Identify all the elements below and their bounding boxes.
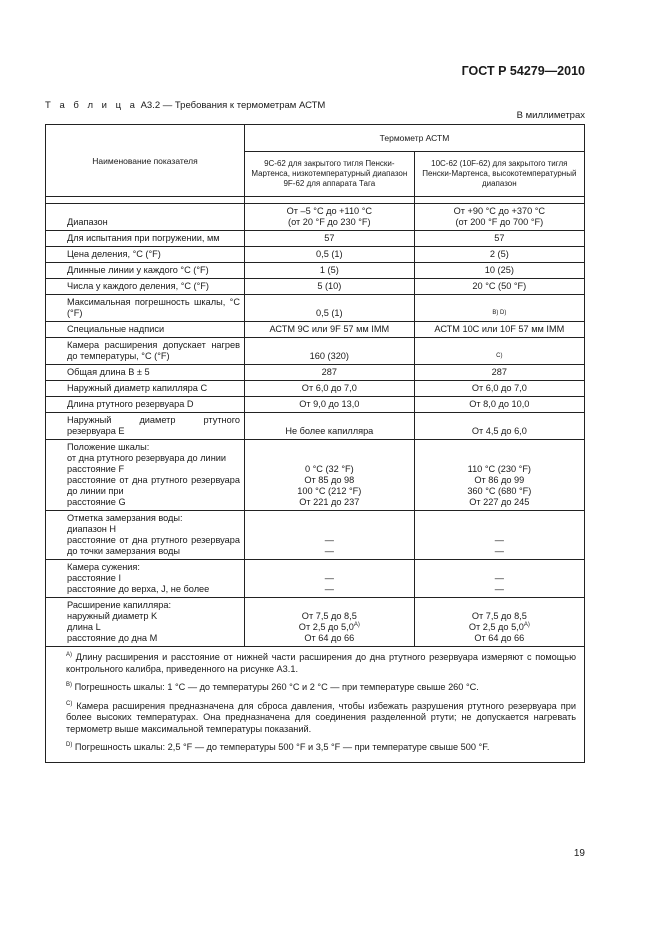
value-line: От 64 до 66 — [304, 633, 355, 643]
value-line: 57 — [494, 233, 505, 243]
value-cell-v1 — [244, 247, 414, 263]
row-name-cell — [46, 231, 245, 247]
value-cell-v2 — [414, 322, 584, 338]
table-row — [46, 279, 585, 295]
table-caption-text: А3.2 — Требования к термометрам АСТМ — [140, 100, 326, 111]
footnote-marks: B) D) — [492, 310, 507, 316]
value-line: 287 — [491, 367, 507, 377]
row-name-cell — [46, 365, 245, 381]
value-cell-v1 — [244, 381, 414, 397]
thermometer-requirements-table — [45, 124, 585, 763]
row-name-cell — [46, 295, 245, 322]
value-cell-v1 — [244, 204, 414, 231]
row-name-cell — [46, 413, 245, 440]
value-cell-v2 — [414, 338, 584, 365]
row-name-line: Числа у каждого деления, °С (°F) — [67, 281, 209, 291]
value-cell-v1 — [244, 295, 414, 322]
value-line: — — [494, 546, 504, 556]
table-row — [46, 598, 585, 647]
row-name-line: расстояние F — [67, 464, 125, 474]
table-row — [46, 381, 585, 397]
value-cell-v2 — [414, 204, 584, 231]
value-line: 287 — [321, 367, 337, 377]
footnote — [66, 652, 576, 675]
table-caption-prefix: Т а б л и ц а — [45, 100, 138, 111]
row-name-line: длина L — [67, 622, 101, 632]
value-line: От 86 до 99 — [474, 475, 525, 485]
row-name-line: Камера расширения допускает нагрев до температуры, °С (°F) — [67, 340, 240, 361]
value-line: От –5 °С до +110 °С — [286, 206, 373, 216]
table-row — [46, 247, 585, 263]
value-line: От +90 °С до +370 °С — [453, 206, 546, 216]
value-cell-v1 — [244, 322, 414, 338]
row-name-cell — [46, 279, 245, 295]
footnotes-row — [46, 647, 585, 763]
value-cell-v2 — [414, 511, 584, 560]
value-line: 0,5 (1) — [316, 308, 343, 318]
document-standard-id: ГОСТ Р 54279—2010 — [461, 64, 585, 78]
value-line: Не более капилляра — [285, 426, 374, 436]
row-name-line: Максимальная погрешность шкалы, °С (°F) — [67, 297, 240, 318]
row-name-line: Расширение капилляра: — [67, 600, 172, 610]
value-line: 2 (5) — [489, 249, 509, 259]
row-name-line: Длина ртутного резервуара D — [67, 399, 194, 409]
value-cell-v2 — [414, 397, 584, 413]
footnote-mark-a: A) — [353, 621, 360, 628]
footnote — [66, 701, 576, 736]
value-line: 20 °С (50 °F) — [472, 281, 527, 291]
value-line: От 9,0 до 13,0 — [299, 399, 360, 409]
row-name-line: Для испытания при погружении, мм — [67, 233, 220, 243]
value-cell-v1 — [244, 231, 414, 247]
value-line: — — [324, 584, 334, 594]
page-number: 19 — [573, 848, 585, 859]
value-line: От 85 до 98 — [304, 475, 355, 485]
footnotes-cell — [46, 647, 585, 763]
value-line-with-mark — [419, 622, 580, 633]
row-name-line: Наружный диаметр капилляра C — [67, 383, 208, 393]
separator-cell — [414, 197, 584, 204]
value-cell-v1 — [244, 511, 414, 560]
value-cell-v2 — [414, 263, 584, 279]
value-line: (от 20 °F до 230 °F) — [288, 217, 371, 227]
value-cell-v1 — [244, 263, 414, 279]
value-cell-v2 — [414, 440, 584, 511]
value-cell-v2 — [414, 247, 584, 263]
value-cell-v2 — [414, 413, 584, 440]
row-name-cell — [46, 598, 245, 647]
row-name-line: расстояние I — [67, 573, 122, 583]
value-line: От 227 до 245 — [469, 497, 530, 507]
table-row — [46, 397, 585, 413]
value-line: 0 °С (32 °F) — [304, 464, 354, 474]
row-name-cell — [46, 322, 245, 338]
value-line: От 8,0 до 10,0 — [469, 399, 530, 409]
footnote-mark: D) — [66, 741, 73, 748]
row-name-line: расстояние от дна ртутного резервуара до точки замерзания воды — [67, 535, 240, 556]
value-cell-v2 — [414, 381, 584, 397]
footnote — [66, 742, 576, 754]
value-line: АСТМ 9С или 9F 57 мм IMM — [269, 324, 390, 334]
value-line: 360 °С (680 °F) — [467, 486, 532, 496]
row-name-cell — [46, 397, 245, 413]
footnote-mark: C) — [66, 700, 73, 707]
table-row — [46, 511, 585, 560]
header-separator-row — [46, 197, 585, 204]
table-row — [46, 231, 585, 247]
value-line: — — [494, 535, 504, 545]
value-cell-v2 — [414, 560, 584, 598]
row-name-line: расстояние до верха, J, не более — [67, 584, 210, 594]
value-cell-v2 — [414, 598, 584, 647]
value-line: От 7,5 до 8,5 — [471, 611, 527, 621]
value-cell-v2 — [414, 295, 584, 322]
header-group: Термометр АСТМ — [244, 125, 584, 152]
table-row — [46, 365, 585, 381]
row-name-line: расстояние G — [67, 497, 126, 507]
value-cell-v2 — [414, 279, 584, 295]
table-row — [46, 413, 585, 440]
value-line: (от 200 °F до 700 °F) — [455, 217, 544, 227]
separator-cell — [244, 197, 414, 204]
value-line-with-mark — [249, 622, 410, 633]
table-row — [46, 295, 585, 322]
row-name-line: Камера сужения: — [67, 562, 140, 572]
footnote-mark-a: A) — [523, 621, 530, 628]
value-line: 10 (25) — [484, 265, 514, 275]
table-row — [46, 560, 585, 598]
row-name-line: Длинные линии у каждого °С (°F) — [67, 265, 209, 275]
footnote-mark: B) — [66, 681, 72, 688]
value-line: 110 °С (230 °F) — [467, 464, 531, 474]
value-line: От 221 до 237 — [299, 497, 360, 507]
value-line: От 7,5 до 8,5 — [301, 611, 357, 621]
value-line: 57 — [324, 233, 335, 243]
row-name-cell — [46, 263, 245, 279]
row-name-line: от дна ртутного резервуара до линии — [67, 453, 227, 463]
table-row — [46, 322, 585, 338]
header-col-9c62: 9С-62 для закрытого тигля Пенски-Мартенса, низкотемпературный диапазон 9F-62 для аппарата Тага — [244, 152, 414, 197]
footnote-text: Камера расширения предназначена для сброса давления, чтобы избежать разрушения ртутного резервуара при более высоких температурах. Она предназначена для соединения разделенной ртути; не допускается нагревать термометр выше максимальной температуры показаний. — [66, 700, 576, 734]
row-name-line: Положение шкалы: — [67, 442, 150, 452]
value-cell-v2 — [414, 231, 584, 247]
row-name-cell — [46, 440, 245, 511]
row-name-cell — [46, 560, 245, 598]
row-name-line: Общая длина B ± 5 — [67, 367, 150, 377]
separator-cell — [46, 197, 245, 204]
value-cell-v1 — [244, 279, 414, 295]
value-cell-v1 — [244, 365, 414, 381]
value-line: — — [494, 584, 504, 594]
row-name-cell — [46, 204, 245, 231]
row-name-cell — [46, 381, 245, 397]
value-line: От 2,5 до 5,0 — [298, 622, 354, 632]
value-line: 5 (10) — [317, 281, 342, 291]
header-name-column: Наименование показателя — [46, 125, 245, 197]
row-name-cell — [46, 338, 245, 365]
table-body — [46, 125, 585, 763]
value-cell-v1 — [244, 397, 414, 413]
footnote-text: Погрешность шкалы: 1 °С — до температуры 260 °С и 2 °С — при температуре свыше 260 °С. — [74, 682, 479, 692]
row-name-line: Диапазон — [67, 217, 108, 227]
footnote — [66, 682, 576, 694]
value-line: От 64 до 66 — [474, 633, 525, 643]
row-name-line: наружный диаметр K — [67, 611, 158, 621]
row-name-line: Отметка замерзания воды: — [67, 513, 183, 523]
row-name-line: Специальные надписи — [67, 324, 165, 334]
row-name-line: Наружный диаметр ртутного резервуара E — [67, 415, 240, 436]
value-line: — — [324, 573, 334, 583]
value-cell-v1 — [244, 338, 414, 365]
value-cell-v1 — [244, 440, 414, 511]
value-cell-v2 — [414, 365, 584, 381]
value-line: АСТМ 10С или 10F 57 мм IMM — [434, 324, 565, 334]
value-line: 0,5 (1) — [316, 249, 343, 259]
table-row — [46, 440, 585, 511]
value-line: От 6,0 до 7,0 — [471, 383, 527, 393]
value-cell-v1 — [244, 598, 414, 647]
table-header-row — [46, 125, 585, 152]
value-line: — — [494, 573, 504, 583]
units-note: В миллиметрах — [516, 110, 585, 121]
table-row — [46, 338, 585, 365]
row-name-line: Цена деления, °С (°F) — [67, 249, 161, 259]
footnote-text: Погрешность шкалы: 2,5 °F — до температуры 500 °F и 3,5 °F — при температуре свыше 500 °F. — [74, 742, 490, 752]
value-line: 100 °С (212 °F) — [297, 486, 362, 496]
header-col-10c62: 10С-62 (10F-62) для закрытого тигля Пенски-Мартенса, высокотемпературный диапазон — [414, 152, 584, 197]
footnote-marks: C) — [496, 353, 503, 359]
footnote-mark: A) — [66, 651, 72, 658]
value-line: — — [324, 535, 334, 545]
footnote-text: Длину расширения и расстояние от нижней части расширения до дна ртутного резервуара измеряют с помощью контрольного калибра, приведенного на рисунке А3.1. — [66, 652, 576, 674]
value-line: От 6,0 до 7,0 — [301, 383, 357, 393]
value-line: 160 (320) — [309, 351, 349, 361]
row-name-line: расстояние до дна M — [67, 633, 158, 643]
value-line: — — [324, 546, 334, 556]
value-line: От 4,5 до 6,0 — [471, 426, 527, 436]
table-caption — [45, 100, 325, 111]
row-name-cell — [46, 511, 245, 560]
value-line: От 2,5 до 5,0 — [468, 622, 524, 632]
value-cell-v1 — [244, 560, 414, 598]
value-line: 1 (5) — [319, 265, 339, 275]
row-name-line: диапазон H — [67, 524, 117, 534]
table-row — [46, 263, 585, 279]
table-row — [46, 204, 585, 231]
row-name-cell — [46, 247, 245, 263]
row-name-line: расстояние от дна ртутного резервуара до линии при — [67, 475, 240, 496]
value-cell-v1 — [244, 413, 414, 440]
